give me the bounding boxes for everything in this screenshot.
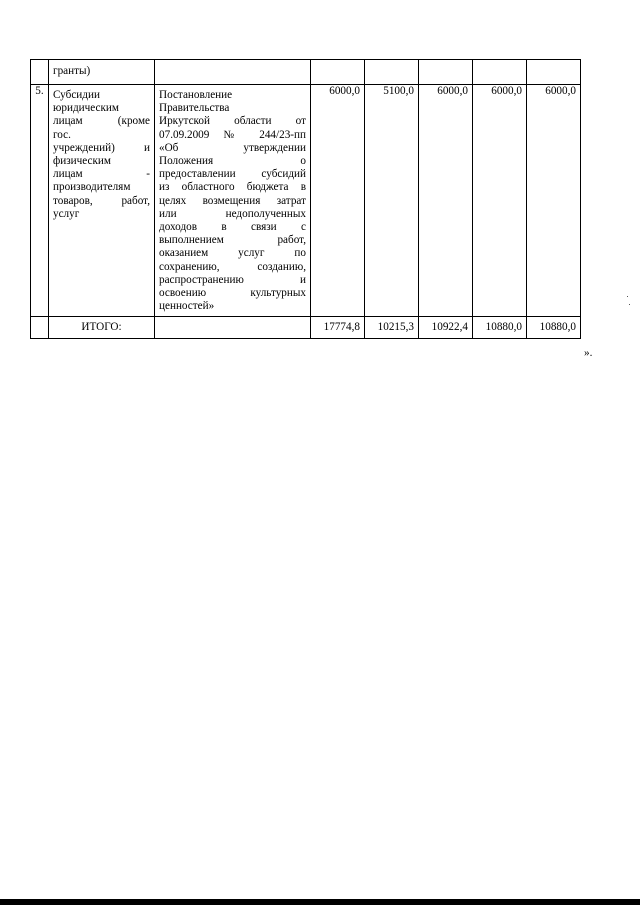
recipient-line: учреждений) и — [53, 141, 150, 154]
value-cell: 6000,0 — [473, 85, 527, 317]
basis-line: ценностей» — [159, 300, 215, 313]
table-row-total — [31, 317, 581, 339]
basis-line: Постановление — [159, 89, 233, 101]
basis-line: доходов в связи с — [159, 221, 306, 234]
total-value-cell: 10880,0 — [473, 317, 527, 339]
basis-line: 07.09.2009 № 244/23-пп — [159, 128, 306, 141]
closing-quote-suffix: ». — [584, 347, 593, 359]
recipient-line: Субсидии — [53, 89, 100, 101]
basis-line: распространению и — [159, 273, 306, 286]
basis-line: «Об утверждении — [159, 141, 306, 154]
value-cell — [311, 60, 365, 85]
basis-cell — [155, 317, 311, 339]
total-value-cell: 10922,4 — [419, 317, 473, 339]
scan-bottom-edge — [0, 899, 640, 905]
row-number: 5. — [31, 85, 49, 317]
budget-table — [30, 59, 581, 339]
recipient-cell — [49, 85, 155, 317]
value-cell: 6000,0 — [311, 85, 365, 317]
basis-cell — [155, 85, 311, 317]
recipient-line: юридическим — [53, 102, 119, 115]
value-cell: 5100,0 — [365, 85, 419, 317]
value-cell: 6000,0 — [527, 85, 581, 317]
recipient-line: гос. — [53, 128, 71, 141]
total-value-cell: 10880,0 — [527, 317, 581, 339]
recipient-line: товаров, работ, — [53, 194, 150, 207]
basis-line: предоставлении субсидий — [159, 168, 306, 181]
table-row-continuation — [31, 60, 581, 85]
value-cell — [473, 60, 527, 85]
basis-line: выполнением работ, — [159, 234, 306, 247]
basis-line: Иркутской области от — [159, 115, 306, 128]
recipient-line: физическим — [53, 155, 111, 168]
row-number — [31, 60, 49, 85]
basis-line: из областного бюджета в — [159, 181, 306, 194]
row-number — [31, 317, 49, 339]
basis-line: Правительства — [159, 102, 230, 115]
value-cell — [527, 60, 581, 85]
value-cell — [365, 60, 419, 85]
basis-line: Положения о — [159, 155, 306, 168]
value-cell: 6000,0 — [419, 85, 473, 317]
scan-speck — [629, 304, 630, 305]
basis-line: оказанием услуг по — [159, 247, 306, 260]
basis-line: целях возмещения затрат — [159, 194, 306, 207]
recipient-line: лицам - — [53, 168, 150, 181]
scan-speck — [627, 296, 628, 297]
basis-line: освоению культурных — [159, 287, 306, 300]
total-value-cell: 17774,8 — [311, 317, 365, 339]
recipient-line: производителям — [53, 181, 131, 194]
total-label: ИТОГО: — [49, 317, 155, 339]
table-row-5 — [31, 85, 581, 317]
basis-line: или недополученных — [159, 207, 306, 220]
basis-line: сохранению, созданию, — [159, 260, 306, 273]
recipient-line: лицам (кроме — [53, 115, 150, 128]
value-cell — [419, 60, 473, 85]
recipient-cell: гранты) — [49, 60, 155, 85]
total-value-cell: 10215,3 — [365, 317, 419, 339]
basis-cell — [155, 60, 311, 85]
recipient-line: услуг — [53, 207, 80, 220]
